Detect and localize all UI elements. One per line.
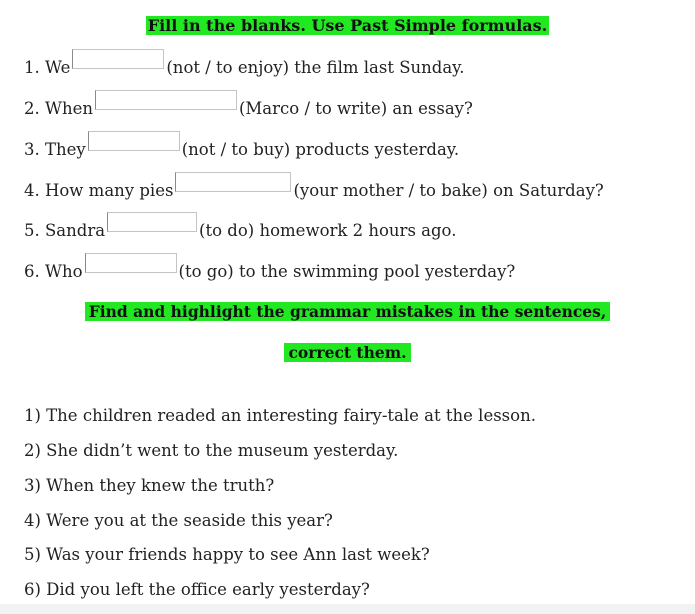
sentence-end: (your mother / to bake) on Saturday? xyxy=(293,180,604,200)
blank-sentence-2 xyxy=(24,95,473,121)
sentence-start: 6. Who xyxy=(24,261,83,281)
exercise-2-heading xyxy=(0,301,695,323)
mistake-sentence-2: 2) She didn’t went to the museum yesterday. xyxy=(24,441,399,460)
exercise-2-heading-continued xyxy=(0,342,695,364)
answer-blank-2[interactable] xyxy=(95,90,237,110)
exercise-1-heading xyxy=(0,15,695,37)
blank-sentence-6 xyxy=(24,258,515,284)
blank-sentence-5 xyxy=(24,217,456,243)
sentence-end: (not / to buy) products yesterday. xyxy=(181,139,460,159)
page-bottom-edge xyxy=(0,604,695,614)
sentence-end: (to go) to the swimming pool yesterday? xyxy=(178,261,516,281)
answer-blank-3[interactable] xyxy=(88,131,180,151)
heading-highlight: correct them. xyxy=(284,343,410,362)
answer-blank-4[interactable] xyxy=(175,172,291,192)
heading-highlight: Find and highlight the grammar mistakes in the sentences, xyxy=(85,302,611,321)
mistake-sentence-1: 1) The children readed an interesting fairy-tale at the lesson. xyxy=(24,406,536,425)
sentence-end: (Marco / to write) an essay? xyxy=(238,98,473,118)
blank-sentence-4 xyxy=(24,177,604,203)
mistake-sentence-3: 3) When they knew the truth? xyxy=(24,476,275,495)
blank-sentence-1 xyxy=(24,54,465,80)
blank-sentence-3 xyxy=(24,136,459,162)
sentence-start: 1. We xyxy=(24,57,71,77)
mistake-sentence-6: 6) Did you left the office early yesterday? xyxy=(24,580,370,599)
sentence-end: (to do) homework 2 hours ago. xyxy=(199,220,457,240)
answer-blank-6[interactable] xyxy=(85,253,177,273)
sentence-start: 3. They xyxy=(24,139,86,159)
sentence-start: 2. When xyxy=(24,98,93,118)
sentence-end: (not / to enjoy) the film last Sunday. xyxy=(166,57,465,77)
heading-highlight: Fill in the blanks. Use Past Simple formulas. xyxy=(147,16,548,35)
mistake-sentence-5: 5) Was your friends happy to see Ann last week? xyxy=(24,545,430,564)
mistake-sentence-4: 4) Were you at the seaside this year? xyxy=(24,511,333,530)
answer-blank-5[interactable] xyxy=(107,212,197,232)
sentence-start: 5. Sandra xyxy=(24,220,106,240)
sentence-start: 4. How many pies xyxy=(24,180,174,200)
answer-blank-1[interactable] xyxy=(72,49,164,69)
